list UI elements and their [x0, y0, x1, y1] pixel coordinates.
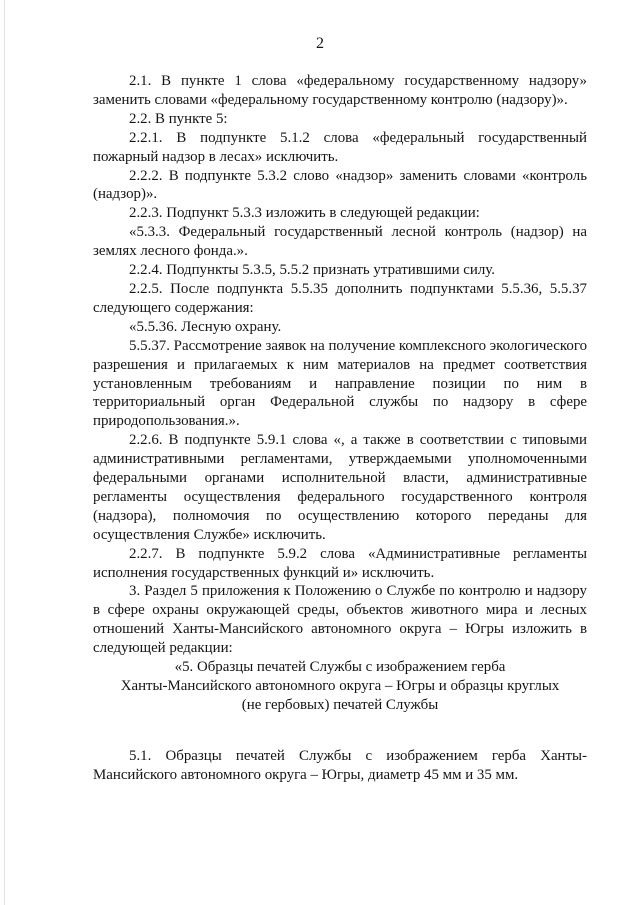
page-number: 2 [316, 35, 324, 52]
heading-line-1: «5. Образцы печатей Службы с изображением герба [174, 659, 506, 676]
paragraph-2-2-1: 2.2.1. В подпункте 5.1.2 слова «федеральный государственный пожарный надзор в лесах» исключить. [93, 129, 587, 165]
paragraph-2-2: 2.2. В пункте 5: [129, 110, 228, 127]
paragraph-2-2-7: 2.2.7. В подпункте 5.9.2 слова «Административные регламенты исполнения государственных функций и» исключить. [93, 545, 587, 581]
heading-line-3: (не гербовых) печатей Службы [241, 696, 439, 713]
paragraph-2-1: 2.1. В пункте 1 слова «федеральному государственному надзору» заменить словами «федеральному государственному контролю (надзору)». [93, 73, 587, 108]
quote-5-5-36: «5.5.36. Лесную охрану. [129, 318, 282, 335]
section-5-heading [93, 658, 587, 715]
quote-5-3-3: «5.3.3. Федеральный государственный лесной контроль (надзор) на землях лесного фонда.». [93, 224, 587, 260]
paragraph-3: 3. Раздел 5 приложения к Положению о Службе по контролю и надзору в сфере охраны окружающей среды, объектов животного мира и лесных отношений Ханты-Мансийского автономного округа – Югры изложить в следующей редакции: [93, 583, 587, 657]
document-body [93, 72, 587, 785]
scan-edge-line [4, 0, 5, 905]
paragraph-2-2-5: 2.2.5. После подпункта 5.5.35 дополнить подпунктами 5.5.36, 5.5.37 следующего содержания: [93, 280, 587, 316]
spacer [93, 715, 587, 747]
paragraph-2-2-4: 2.2.4. Подпункты 5.3.5, 5.5.2 признать утратившими силу. [129, 262, 495, 279]
paragraph-5-1: 5.1. Образцы печатей Службы с изображением герба Ханты-Мансийского автономного округа – Югры, диаметр 45 мм и 35 мм. [93, 747, 587, 783]
paragraph-2-2-2: 2.2.2. В подпункте 5.3.2 слово «надзор» заменить словами «контроль (надзор)». [93, 167, 587, 203]
paragraph-2-2-6: 2.2.6. В подпункте 5.9.1 слова «, а также в соответствии с типовыми административными регламентами, утверждаемыми уполномоченными федеральными органами исполнительной власти, административные регламенты осуществления федерального государственного контроля (надзора), полномочия по осуществлению которого переданы для осуществления Службе» исключить. [93, 432, 587, 543]
quote-5-5-37: 5.5.37. Рассмотрение заявок на получение комплексного экологического разрешения и прилагаемых к ним материалов на предмет соответствия установленным требованиям и направление позиции по ним в территориальный орган Федеральной службы по надзору в сфере природопользования.». [93, 337, 588, 430]
heading-line-2: Ханты-Мансийского автономного округа – Югры и образцы круглых [120, 678, 560, 694]
paragraph-2-2-3: 2.2.3. Подпункт 5.3.3 изложить в следующей редакции: [129, 205, 480, 222]
